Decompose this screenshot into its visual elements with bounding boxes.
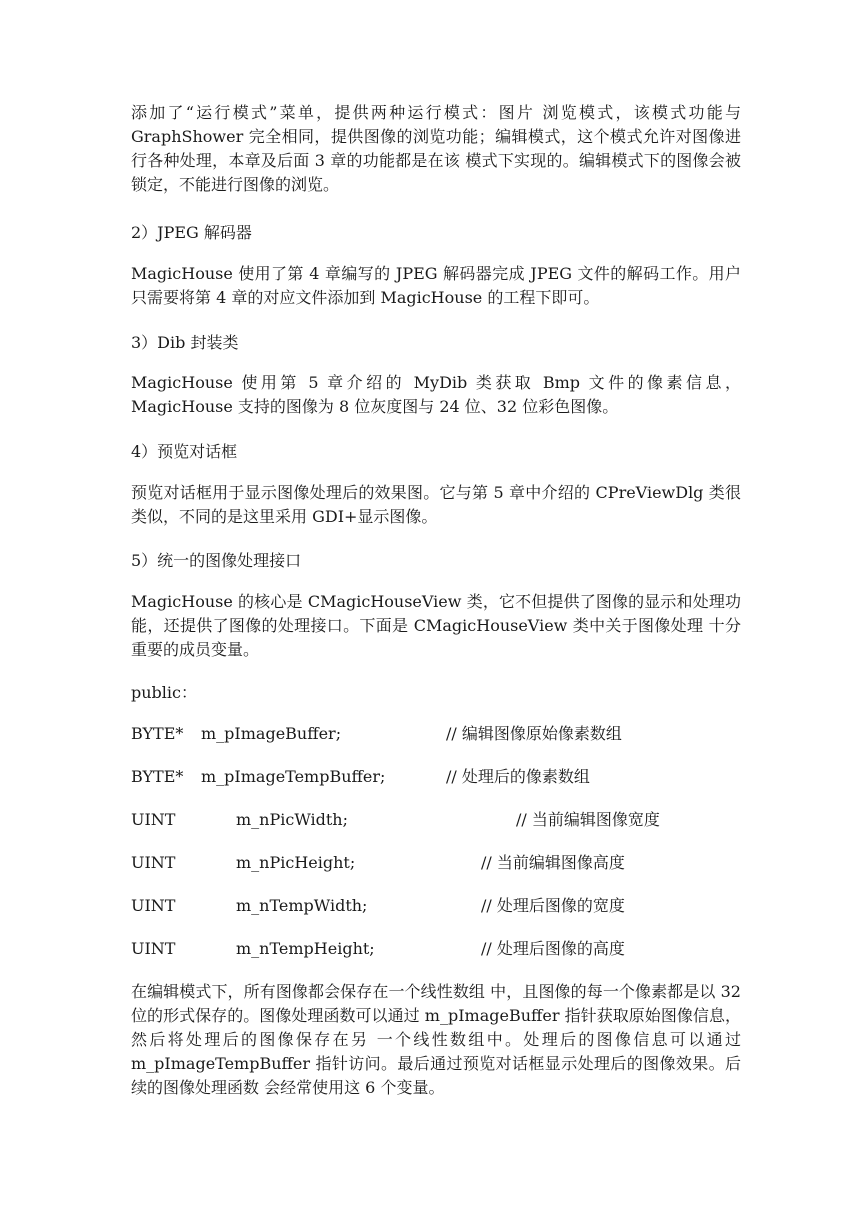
code-member: m_pImageTempBuffer; bbox=[201, 767, 386, 786]
code-member: m_nPicHeight; bbox=[236, 853, 356, 872]
code-type: UINT bbox=[131, 896, 176, 915]
code-public-keyword: public： bbox=[131, 683, 197, 702]
code-line bbox=[131, 851, 741, 875]
code-line bbox=[131, 937, 741, 961]
paragraph-dib-class: MagicHouse 使用第 5 章介绍的 MyDib 类获取 Bmp 文件的像素信息，MagicHouse 支持的图像为 8 位灰度图与 24 位、32 位彩色图像。 bbox=[131, 373, 741, 416]
code-type: BYTE* bbox=[131, 767, 184, 786]
code-type: UINT bbox=[131, 853, 176, 872]
heading-dib-class: 3）Dib 封装类 bbox=[131, 333, 239, 352]
code-member: m_nTempHeight; bbox=[236, 939, 375, 958]
code-line bbox=[131, 765, 741, 789]
code-type: UINT bbox=[131, 810, 176, 829]
paragraph-edit-mode-summary: 在编辑模式下，所有图像都会保存在一个线性数组 中，且图像的每一个像素都是以 32 位的形式保存的。图像处理函数可以通过 m_pImageBuffer 指针获取原始图像信息，然后将处理后的图像保存在另 一个线性数组中。处理后的图像信息可以通过 m_pImageTempBuffer 指针访问。最后通过预览对话框显示处理后的图像效果。后续的图像处理函数 会经常使用这 6 个变量。 bbox=[131, 982, 741, 1097]
code-comment: // 处理后的像素数组 bbox=[446, 767, 590, 786]
code-member: m_nTempWidth; bbox=[236, 896, 368, 915]
code-member: m_pImageBuffer; bbox=[201, 724, 342, 743]
heading-preview-dialog: 4）预览对话框 bbox=[131, 442, 238, 461]
code-line bbox=[131, 894, 741, 918]
code-type: UINT bbox=[131, 939, 176, 958]
paragraph-processing-interface: MagicHouse 的核心是 CMagicHouseView 类，它不但提供了图像的显示和处理功能，还提供了图像的处理接口。下面是 CMagicHouseView 类中关于图像处理 十分重要的成员变量。 bbox=[131, 592, 741, 659]
paragraph-run-mode: 添加了“运行模式”菜单，提供两种运行模式：图片 浏览模式，该模式功能与 GraphShower 完全相同，提供图像的浏览功能；编辑模式，这个模式允许对图像进行各种处理，本章及后面 3 章的功能都是在该 模式下实现的。编辑模式下的图像会被锁定，不能进行图像的浏览。 bbox=[131, 103, 741, 194]
code-line bbox=[131, 808, 741, 832]
code-comment: // 当前编辑图像高度 bbox=[481, 853, 625, 872]
code-type: BYTE* bbox=[131, 724, 184, 743]
paragraph-jpeg-decoder: MagicHouse 使用了第 4 章编写的 JPEG 解码器完成 JPEG 文件的解码工作。用户只需要将第 4 章的对应文件添加到 MagicHouse 的工程下即可。 bbox=[131, 264, 741, 307]
code-comment: // 当前编辑图像宽度 bbox=[516, 810, 660, 829]
code-comment: // 处理后图像的高度 bbox=[481, 939, 625, 958]
heading-processing-interface: 5）统一的图像处理接口 bbox=[131, 551, 302, 570]
code-comment: // 处理后图像的宽度 bbox=[481, 896, 625, 915]
code-comment: // 编辑图像原始像素数组 bbox=[446, 724, 622, 743]
code-line bbox=[131, 722, 741, 746]
code-member: m_nPicWidth; bbox=[236, 810, 348, 829]
paragraph-preview-dialog: 预览对话框用于显示图像处理后的效果图。它与第 5 章中介绍的 CPreViewDlg 类很类似，不同的是这里采用 GDI+显示图像。 bbox=[131, 483, 741, 526]
heading-jpeg-decoder: 2）JPEG 解码器 bbox=[131, 223, 252, 242]
